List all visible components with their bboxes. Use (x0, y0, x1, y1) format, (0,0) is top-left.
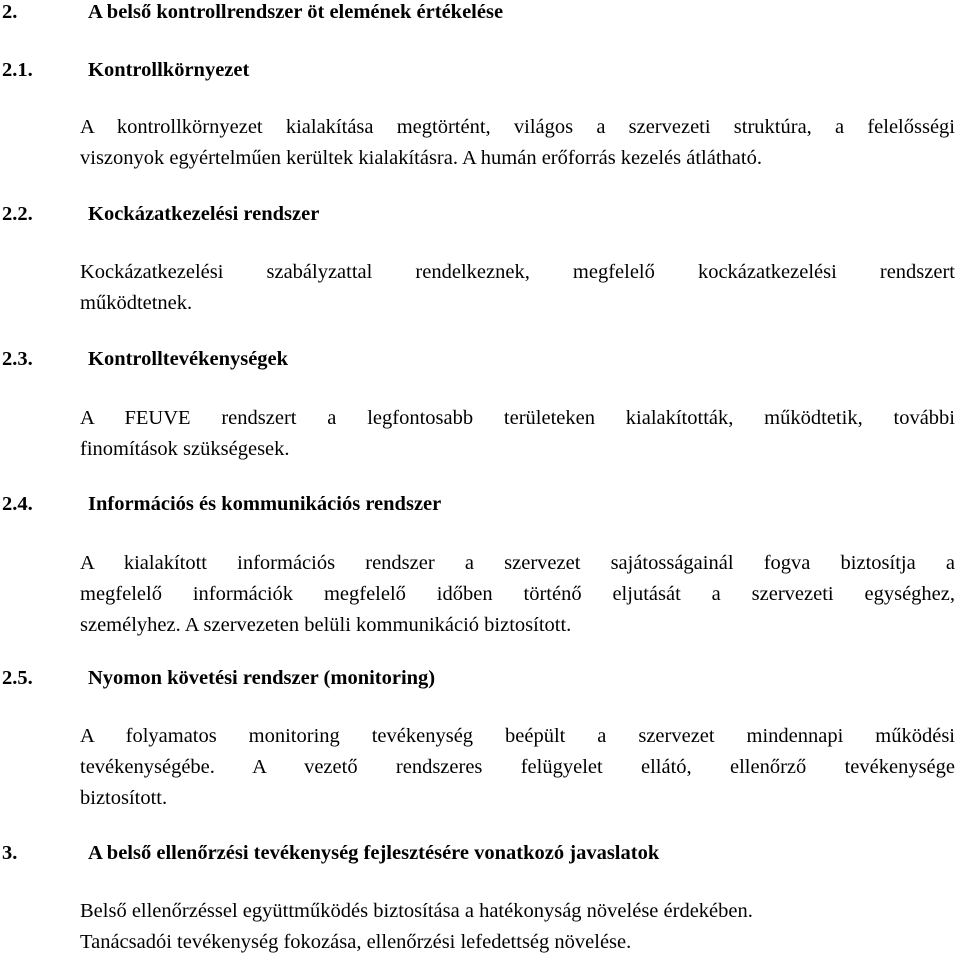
section-number: 2.1. (2, 59, 33, 81)
section-number: 3. (2, 842, 18, 864)
paragraph-line: A FEUVE rendszert a legfontosabb területeken kialakították, működtetik, további (80, 407, 955, 429)
section-paragraph-3 (80, 896, 955, 958)
paragraph-line: A kialakított információs rendszer a szervezet sajátosságainál fogva biztosítja a (80, 552, 955, 574)
section-title: A belső kontrollrendszer öt elemének értékelése (88, 1, 504, 23)
paragraph-line: A kontrollkörnyezet kialakítása megtörtént, világos a szervezeti struktúra, a felelősségi (80, 116, 955, 138)
paragraph-line: viszonyok egyértelműen kerültek kialakításra. A humán erőforrás kezelés átlátható. (80, 147, 762, 169)
section-paragraph-2-5 (80, 721, 955, 814)
paragraph-line: személyhez. A szervezeten belüli kommunikáció biztosított. (80, 614, 572, 636)
section-title: A belső ellenőrzési tevékenység fejlesztésére vonatkozó javaslatok (88, 842, 660, 864)
section-title: Kockázatkezelési rendszer (88, 203, 320, 225)
paragraph-line: Tanácsadói tevékenység fokozása, ellenőrzési lefedettség növelése. (80, 931, 632, 953)
section-number: 2. (2, 1, 18, 23)
section-number: 2.3. (2, 348, 33, 370)
section-paragraph-2-2 (80, 257, 955, 319)
paragraph-line: A folyamatos monitoring tevékenység beépült a szervezet mindennapi működési (80, 725, 955, 747)
section-title: Nyomon követési rendszer (monitoring) (88, 667, 436, 689)
section-paragraph-2-1 (80, 112, 955, 174)
section-title: Kontrolltevékenységek (88, 348, 289, 370)
paragraph-line: megfelelő információk megfelelő időben történő eljutását a szervezeti egységhez, (80, 583, 955, 605)
paragraph-line: Belső ellenőrzéssel együttműködés biztosítása a hatékonyság növelése érdekében. (80, 900, 753, 922)
paragraph-line: működtetnek. (80, 292, 193, 314)
section-paragraph-2-4 (80, 548, 955, 641)
paragraph-line: tevékenységébe. A vezető rendszeres felügyelet ellátó, ellenőrző tevékenysége (80, 756, 955, 778)
section-title: Kontrollkörnyezet (88, 59, 250, 81)
section-title: Információs és kommunikációs rendszer (88, 493, 442, 515)
section-number: 2.5. (2, 667, 33, 689)
section-paragraph-2-3 (80, 403, 955, 465)
section-number: 2.2. (2, 203, 33, 225)
paragraph-line: Kockázatkezelési szabályzattal rendelkeznek, megfelelő kockázatkezelési rendszert (80, 261, 955, 283)
paragraph-line: biztosított. (80, 787, 168, 809)
paragraph-line: finomítások szükségesek. (80, 438, 290, 460)
section-number: 2.4. (2, 493, 33, 515)
